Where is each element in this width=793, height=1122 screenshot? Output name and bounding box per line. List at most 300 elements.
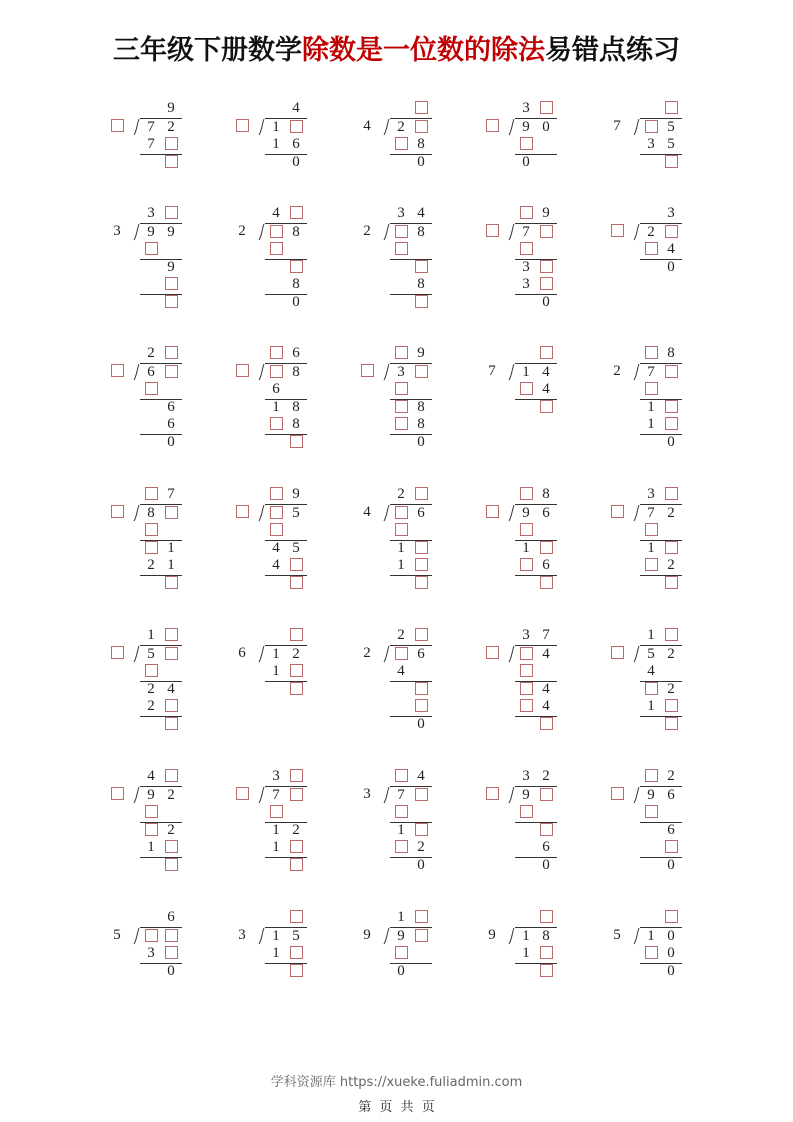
- answer-blank-box[interactable]: [415, 541, 428, 554]
- digit: [516, 857, 536, 874]
- answer-blank-box[interactable]: [290, 964, 303, 977]
- answer-blank-box[interactable]: [415, 101, 428, 114]
- digit: [536, 399, 556, 416]
- answer-blank-box[interactable]: [486, 646, 499, 659]
- answer-blank-box[interactable]: [520, 242, 533, 255]
- digit: [516, 486, 536, 503]
- answer-blank-box[interactable]: [665, 910, 678, 923]
- answer-blank-box[interactable]: [540, 541, 553, 554]
- digit: [661, 100, 681, 117]
- answer-blank-box[interactable]: [145, 382, 158, 395]
- digit: 0: [292, 153, 300, 170]
- divisor: [485, 222, 499, 240]
- quotient: [265, 768, 307, 786]
- answer-blank-box[interactable]: [290, 435, 303, 448]
- answer-blank-box[interactable]: [290, 946, 303, 959]
- answer-blank-box[interactable]: [290, 628, 303, 641]
- answer-blank-box[interactable]: [290, 840, 303, 853]
- work-line: [140, 557, 182, 576]
- work-line: [390, 575, 432, 593]
- digit: [516, 345, 536, 362]
- digit: 2: [147, 345, 155, 361]
- digit: 2: [147, 680, 155, 697]
- answer-blank-box[interactable]: [665, 840, 678, 853]
- digit: [641, 909, 661, 926]
- answer-blank-box[interactable]: [270, 417, 283, 430]
- digit: [286, 909, 306, 926]
- work-line: [390, 434, 432, 452]
- answer-blank-box[interactable]: [645, 558, 658, 571]
- answer-blank-box[interactable]: [236, 505, 249, 518]
- digit: [411, 963, 431, 980]
- answer-blank-box[interactable]: [270, 805, 283, 818]
- answer-blank-box[interactable]: [290, 260, 303, 273]
- division-problem: [360, 205, 460, 335]
- digit: [641, 575, 661, 592]
- digit: 2: [667, 645, 675, 662]
- answer-blank-box[interactable]: [486, 787, 499, 800]
- digit: [141, 716, 161, 733]
- digit: [391, 945, 411, 962]
- digit: [411, 100, 431, 117]
- divisor: 9: [363, 927, 371, 943]
- answer-blank-box[interactable]: [290, 576, 303, 589]
- answer-blank-box[interactable]: [415, 699, 428, 712]
- answer-blank-box[interactable]: [111, 646, 124, 659]
- dividend: [515, 928, 557, 946]
- answer-blank-box[interactable]: [665, 400, 678, 413]
- digit: [391, 399, 411, 416]
- digit: [391, 434, 411, 451]
- answer-blank-box[interactable]: [290, 664, 303, 677]
- answer-blank-box[interactable]: [290, 120, 303, 133]
- answer-blank-box[interactable]: [665, 717, 678, 730]
- answer-blank-box[interactable]: [165, 717, 178, 730]
- digit: 1: [647, 698, 655, 714]
- digit: 0: [667, 962, 675, 979]
- division-problem: [610, 345, 710, 475]
- answer-blank-box[interactable]: [165, 365, 178, 378]
- answer-blank-box[interactable]: [111, 119, 124, 132]
- work-line: [140, 822, 182, 840]
- digit: [411, 698, 431, 715]
- answer-blank-box[interactable]: [165, 929, 178, 942]
- answer-blank-box[interactable]: [540, 225, 553, 238]
- digit: 4: [167, 680, 175, 697]
- answer-blank-box[interactable]: [165, 858, 178, 871]
- answer-blank-box[interactable]: [111, 505, 124, 518]
- answer-blank-box[interactable]: [165, 206, 178, 219]
- answer-blank-box[interactable]: [290, 769, 303, 782]
- answer-blank-box[interactable]: [540, 717, 553, 730]
- answer-blank-box[interactable]: [665, 487, 678, 500]
- answer-blank-box[interactable]: [415, 910, 428, 923]
- answer-blank-box[interactable]: [415, 260, 428, 273]
- answer-blank-box[interactable]: [395, 242, 408, 255]
- division-problem: [235, 768, 335, 898]
- work-line: [640, 241, 682, 260]
- digit: 8: [292, 223, 300, 240]
- quotient: [390, 768, 432, 786]
- answer-blank-box[interactable]: [665, 225, 678, 238]
- answer-blank-box[interactable]: [520, 382, 533, 395]
- answer-blank-box[interactable]: [611, 646, 624, 659]
- answer-blank-box[interactable]: [165, 277, 178, 290]
- dividend: [515, 787, 557, 805]
- work-line: [265, 945, 307, 964]
- answer-blank-box[interactable]: [540, 260, 553, 273]
- answer-blank-box[interactable]: [236, 787, 249, 800]
- answer-blank-box[interactable]: [611, 505, 624, 518]
- answer-blank-box[interactable]: [395, 346, 408, 359]
- answer-blank-box[interactable]: [270, 346, 283, 359]
- digit: [391, 839, 411, 856]
- work-line: [265, 294, 307, 312]
- answer-blank-box[interactable]: [145, 805, 158, 818]
- digit: [266, 154, 286, 171]
- digit: [391, 505, 411, 522]
- answer-blank-box[interactable]: [415, 558, 428, 571]
- answer-blank-box[interactable]: [540, 576, 553, 589]
- answer-blank-box[interactable]: [395, 225, 408, 238]
- answer-blank-box[interactable]: [290, 206, 303, 219]
- digit: [161, 646, 181, 663]
- answer-blank-box[interactable]: [395, 523, 408, 536]
- answer-blank-box[interactable]: [395, 382, 408, 395]
- digit: 0: [667, 258, 675, 275]
- answer-blank-box[interactable]: [165, 840, 178, 853]
- answer-blank-box[interactable]: [145, 929, 158, 942]
- answer-blank-box[interactable]: [486, 119, 499, 132]
- answer-blank-box[interactable]: [645, 946, 658, 959]
- digit: [536, 909, 556, 926]
- answer-blank-box[interactable]: [415, 576, 428, 589]
- digit: 9: [647, 786, 655, 803]
- division-problem: [110, 205, 210, 335]
- answer-blank-box[interactable]: [665, 628, 678, 641]
- dividend: [640, 787, 682, 805]
- answer-blank-box[interactable]: [645, 805, 658, 818]
- divisor: [485, 785, 499, 803]
- work-line: [515, 804, 557, 823]
- digit: [516, 522, 536, 539]
- digit: 4: [417, 205, 425, 221]
- digit: 9: [147, 786, 155, 803]
- digit: 6: [417, 645, 425, 662]
- quotient: [265, 909, 307, 927]
- answer-blank-box[interactable]: [415, 295, 428, 308]
- digit: [391, 416, 411, 433]
- answer-blank-box[interactable]: [145, 487, 158, 500]
- digit: [161, 136, 181, 153]
- answer-blank-box[interactable]: [665, 541, 678, 554]
- digit: [516, 663, 536, 680]
- work-line: [640, 698, 682, 717]
- digit: [516, 399, 536, 416]
- digit: 0: [417, 433, 425, 450]
- dividend: [140, 224, 182, 242]
- dividend: [515, 505, 557, 523]
- answer-blank-box[interactable]: [645, 346, 658, 359]
- answer-blank-box[interactable]: [540, 400, 553, 413]
- work-line: [390, 416, 432, 435]
- quotient: [265, 627, 307, 645]
- answer-blank-box[interactable]: [540, 946, 553, 959]
- work-line: [265, 434, 307, 452]
- work-line: [140, 681, 182, 699]
- digit: [411, 945, 431, 962]
- answer-blank-box[interactable]: [540, 101, 553, 114]
- answer-blank-box[interactable]: [395, 137, 408, 150]
- digit: [661, 154, 681, 171]
- digit: [536, 963, 556, 980]
- answer-blank-box[interactable]: [415, 120, 428, 133]
- answer-blank-box[interactable]: [611, 787, 624, 800]
- dividend: [390, 928, 432, 946]
- answer-blank-box[interactable]: [361, 364, 374, 377]
- digit: 0: [292, 293, 300, 310]
- quotient: [390, 205, 432, 223]
- quotient: [140, 486, 182, 504]
- digit: [141, 963, 161, 980]
- answer-blank-box[interactable]: [111, 787, 124, 800]
- digit: 1: [272, 839, 280, 855]
- answer-blank-box[interactable]: [145, 664, 158, 677]
- work-line: [390, 822, 432, 840]
- answer-blank-box[interactable]: [645, 120, 658, 133]
- divisor: 2: [238, 223, 246, 239]
- answer-blank-box[interactable]: [611, 224, 624, 237]
- answer-blank-box[interactable]: [395, 946, 408, 959]
- digit: [266, 345, 286, 362]
- answer-blank-box[interactable]: [165, 769, 178, 782]
- answer-blank-box[interactable]: [145, 823, 158, 836]
- work-line: [515, 522, 557, 541]
- answer-blank-box[interactable]: [415, 628, 428, 641]
- digit: 9: [417, 345, 425, 361]
- answer-blank-box[interactable]: [290, 858, 303, 871]
- divisor: 3: [363, 786, 371, 802]
- digit: [161, 154, 181, 171]
- answer-blank-box[interactable]: [665, 699, 678, 712]
- digit: [411, 259, 431, 276]
- work-line: [265, 136, 307, 155]
- work-line: [140, 522, 182, 541]
- digit: [391, 294, 411, 311]
- answer-blank-box[interactable]: [270, 487, 283, 500]
- answer-blank-box[interactable]: [665, 417, 678, 430]
- answer-blank-box[interactable]: [415, 365, 428, 378]
- answer-blank-box[interactable]: [415, 929, 428, 942]
- answer-blank-box[interactable]: [395, 400, 408, 413]
- answer-blank-box[interactable]: [290, 682, 303, 695]
- answer-blank-box[interactable]: [665, 155, 678, 168]
- answer-blank-box[interactable]: [270, 523, 283, 536]
- answer-blank-box[interactable]: [111, 364, 124, 377]
- work-line: [265, 399, 307, 417]
- answer-blank-box[interactable]: [395, 417, 408, 430]
- digit: 3: [147, 945, 155, 961]
- work-line: [640, 963, 682, 981]
- digit: 6: [292, 345, 300, 361]
- answer-blank-box[interactable]: [165, 295, 178, 308]
- dividend: [140, 646, 182, 664]
- digit: 9: [397, 927, 405, 944]
- division-problem: [110, 768, 210, 898]
- dividend: [515, 646, 557, 664]
- digit: 3: [522, 627, 530, 643]
- answer-blank-box[interactable]: [520, 699, 533, 712]
- digit: 2: [167, 118, 175, 135]
- answer-blank-box[interactable]: [540, 788, 553, 801]
- digit: 8: [147, 504, 155, 521]
- answer-blank-box[interactable]: [290, 788, 303, 801]
- division-problem: [235, 205, 335, 335]
- answer-blank-box[interactable]: [165, 628, 178, 641]
- answer-blank-box[interactable]: [270, 365, 283, 378]
- work-line: [640, 804, 682, 823]
- answer-blank-box[interactable]: [395, 506, 408, 519]
- digit: [286, 205, 306, 222]
- answer-blank-box[interactable]: [665, 576, 678, 589]
- answer-blank-box[interactable]: [165, 946, 178, 959]
- answer-blank-box[interactable]: [236, 364, 249, 377]
- answer-blank-box[interactable]: [540, 277, 553, 290]
- digit: 4: [542, 680, 550, 697]
- answer-blank-box[interactable]: [486, 505, 499, 518]
- digit: 4: [397, 663, 405, 679]
- answer-blank-box[interactable]: [645, 523, 658, 536]
- answer-blank-box[interactable]: [415, 823, 428, 836]
- answer-blank-box[interactable]: [395, 647, 408, 660]
- work-line: [515, 294, 557, 312]
- footer-source: 学科资源库 https://xueke.fuliadmin.com: [270, 1075, 523, 1090]
- footer-page-number: 第 页 共 页: [358, 1100, 435, 1115]
- answer-blank-box[interactable]: [165, 346, 178, 359]
- divisor: [235, 785, 249, 803]
- digit: 4: [272, 539, 280, 556]
- answer-blank-box[interactable]: [520, 558, 533, 571]
- answer-blank-box[interactable]: [645, 382, 658, 395]
- answer-blank-box[interactable]: [236, 119, 249, 132]
- answer-blank-box[interactable]: [165, 576, 178, 589]
- digit: [266, 505, 286, 522]
- answer-blank-box[interactable]: [520, 206, 533, 219]
- digit: 2: [667, 768, 675, 784]
- answer-blank-box[interactable]: [520, 647, 533, 660]
- answer-blank-box[interactable]: [415, 788, 428, 801]
- work-line: [640, 381, 682, 400]
- answer-blank-box[interactable]: [270, 225, 283, 238]
- answer-blank-box[interactable]: [395, 805, 408, 818]
- digit: [411, 294, 431, 311]
- answer-blank-box[interactable]: [165, 506, 178, 519]
- answer-blank-box[interactable]: [540, 346, 553, 359]
- title-topic: 除数是一位数的除法: [302, 35, 545, 66]
- answer-blank-box[interactable]: [165, 155, 178, 168]
- answer-blank-box[interactable]: [145, 541, 158, 554]
- answer-blank-box[interactable]: [395, 769, 408, 782]
- digit: [391, 681, 411, 698]
- divisor: 2: [363, 223, 371, 239]
- answer-blank-box[interactable]: [540, 964, 553, 977]
- answer-blank-box[interactable]: [665, 101, 678, 114]
- answer-blank-box[interactable]: [165, 137, 178, 150]
- digit: [661, 804, 681, 821]
- answer-blank-box[interactable]: [520, 664, 533, 677]
- divisor: 3: [113, 223, 121, 239]
- digit: [391, 100, 411, 117]
- answer-blank-box[interactable]: [145, 242, 158, 255]
- work-line: [265, 839, 307, 858]
- digit: 7: [522, 223, 530, 240]
- digit: [391, 381, 411, 398]
- answer-blank-box[interactable]: [645, 769, 658, 782]
- digit: [411, 663, 431, 680]
- quotient: [640, 627, 682, 645]
- digit: [641, 839, 661, 856]
- answer-blank-box[interactable]: [415, 682, 428, 695]
- quotient: [640, 909, 682, 927]
- answer-blank-box[interactable]: [645, 242, 658, 255]
- digit: [391, 259, 411, 276]
- quotient: [265, 345, 307, 363]
- digit: 3: [647, 136, 655, 152]
- answer-blank-box[interactable]: [540, 910, 553, 923]
- digit: 0: [667, 927, 675, 944]
- answer-blank-box[interactable]: [520, 682, 533, 695]
- digit: 5: [667, 118, 675, 135]
- digit: [641, 154, 661, 171]
- work-line: [515, 945, 557, 964]
- answer-blank-box[interactable]: [290, 558, 303, 571]
- dividend: [140, 119, 182, 137]
- answer-blank-box[interactable]: [165, 699, 178, 712]
- answer-blank-box[interactable]: [165, 647, 178, 660]
- answer-blank-box[interactable]: [270, 506, 283, 519]
- digit: [641, 963, 661, 980]
- digit: 1: [522, 363, 530, 380]
- dividend: [390, 364, 432, 382]
- divisor: 7: [488, 363, 496, 379]
- answer-blank-box[interactable]: [290, 910, 303, 923]
- digit: [661, 522, 681, 539]
- digit: [411, 681, 431, 698]
- digit: 9: [292, 486, 300, 502]
- answer-blank-box[interactable]: [520, 523, 533, 536]
- answer-blank-box[interactable]: [270, 242, 283, 255]
- digit: [161, 663, 181, 680]
- answer-blank-box[interactable]: [645, 682, 658, 695]
- digit: 2: [667, 504, 675, 521]
- answer-blank-box[interactable]: [665, 365, 678, 378]
- digit: [411, 627, 431, 644]
- answer-blank-box[interactable]: [540, 823, 553, 836]
- dividend: [515, 224, 557, 242]
- digit: [266, 434, 286, 451]
- digit: [286, 857, 306, 874]
- answer-blank-box[interactable]: [486, 224, 499, 237]
- answer-blank-box[interactable]: [520, 137, 533, 150]
- answer-blank-box[interactable]: [145, 523, 158, 536]
- work-line: [640, 575, 682, 593]
- answer-blank-box[interactable]: [520, 487, 533, 500]
- answer-blank-box[interactable]: [395, 840, 408, 853]
- answer-blank-box[interactable]: [415, 487, 428, 500]
- dividend: [265, 364, 307, 382]
- digit: [661, 575, 681, 592]
- answer-blank-box[interactable]: [520, 805, 533, 818]
